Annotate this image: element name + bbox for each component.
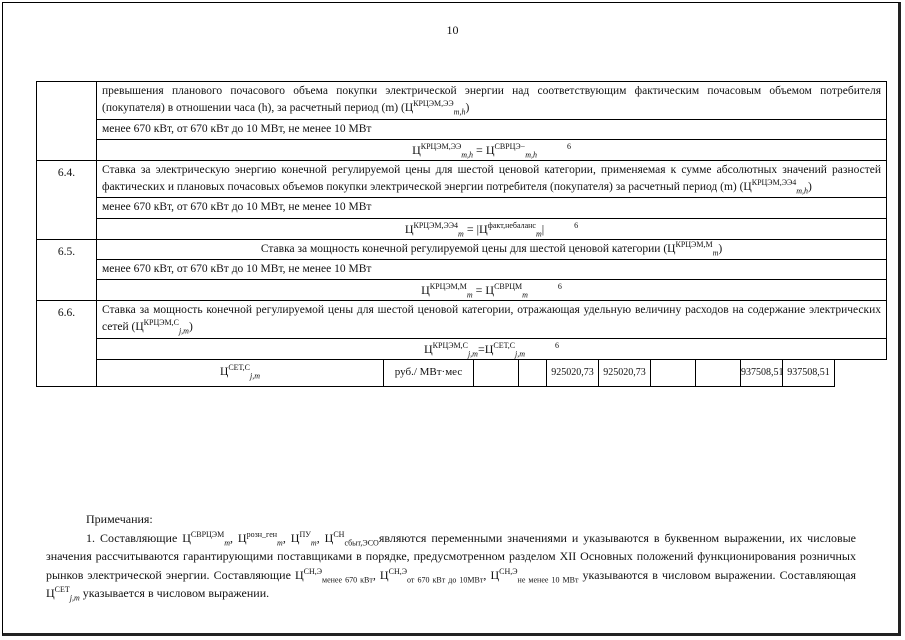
table-row xyxy=(37,259,887,279)
row-number-empty xyxy=(37,82,97,161)
row-number: 6.5. xyxy=(37,239,97,301)
page-number: 10 xyxy=(446,23,459,37)
voltage-label: менее 670 кВт, от 670 кВт до 10 МВт, не менее 10 МВт xyxy=(97,198,887,218)
table-row xyxy=(37,198,887,218)
table-row xyxy=(37,338,887,359)
price-label: $Ц^{СЕТ,С}_{j,m}$ xyxy=(97,359,384,386)
row-description: превышения планового почасового объема покупки электрической энергии над соответствующим фактическим почасовым объемом потребителя (покупателя) в отношении часа (h), за расчетный период (m) $(Ц^{КРЦЭМ,ЭЭ}_{m,h})$ xyxy=(97,82,887,120)
voltage-label: менее 670 кВт, от 670 кВт до 10 МВт, не менее 10 МВт xyxy=(97,119,887,139)
notes-paragraph: 1. Составляющие $Ц^{СВРЦЭМ}_m$, $Ц^{розн\_ген}_m$, $Ц^{ПУ}_m$, $Ц^{СН}_{сбыт,ЭСО}являются$ переменными значениями и указываются в буквенном выражении, их числовые значения рассчитываются гарантирующими поставщиками в порядке, предусмотренном разделом XII Основных положений функционирования розничных рынков электрической энергии. Составляющие $Ц^{СН,Э}_{менее 670 кВт}$, $Ц^{СН,Э}_{от 670 кВт до 10МВт}$, $Ц^{СН,Э}_{не менее 10 МВт}$ указываются в числовом выражении. Составляющая $Ц^{СЕТ}_{j,m}$ указывается в числовом выражении. xyxy=(46,529,857,603)
table-row xyxy=(37,218,887,239)
table-row xyxy=(37,160,887,198)
notes-title: Примечания: xyxy=(86,512,153,526)
formula: $Ц^{КРЦЭМ,ЭЭ}_{m,h} = Ц^{СВРЦЭ-}_{m,h}^6$ xyxy=(97,139,887,160)
row-number: 6.6. xyxy=(37,301,97,387)
row-description: Ставка за мощность конечной регулируемой цены для шестой ценовой категории, отражающая удельную величину расходов на содержание электрических сетей $(Ц^{КРЦЭМ,С}_{j,m})$ xyxy=(97,301,887,339)
formula: $Ц^{КРЦЭМ,М}_m = Ц^{СВРЦМ}_m^6$ xyxy=(97,280,887,301)
table-row xyxy=(37,239,887,259)
notes-section xyxy=(46,510,856,603)
table-row xyxy=(37,280,887,301)
voltage-label: менее 670 кВт, от 670 кВт до 10 МВт, не менее 10 МВт xyxy=(97,259,887,279)
row-description: Ставка за мощность конечной регулируемой цены для шестой ценовой категории $(Ц^{КРЦЭМ,М}_m)$ xyxy=(97,239,887,259)
table-row xyxy=(37,139,887,160)
price-value xyxy=(651,359,696,386)
price-value: 937508,51 xyxy=(741,359,783,386)
price-value: 937508,51 xyxy=(783,359,835,386)
tariff-table xyxy=(36,81,887,387)
price-value xyxy=(696,359,741,386)
formula: $Ц^{КРЦЭМ,С}_{j,m}=Ц^{СЕТ,С}_{j,m}^6$ xyxy=(97,338,887,359)
table-row xyxy=(37,82,887,120)
formula: $Ц^{КРЦЭМ,ЭЭ4}_m = |Ц^{факт,небаланс}_m|$ $^6$ xyxy=(97,218,887,239)
row-description: Ставка за электрическую энергию конечной регулируемой цены для шестой ценовой категории, применяемая к сумме абсолютных значений разностей фактических и плановых почасовых объемов покупки электрической энергии потребителя (покупателя) за расчетный период (m) $(Ц^{КРЦЭМ,ЭЭ4}_{m,h})$ xyxy=(97,160,887,198)
table-row xyxy=(37,301,887,339)
table-row xyxy=(37,359,887,386)
table-row xyxy=(37,119,887,139)
price-unit: руб./ МВт·мес xyxy=(384,359,474,386)
price-value: 925020,73 xyxy=(599,359,651,386)
price-value xyxy=(474,359,519,386)
price-value xyxy=(519,359,547,386)
price-value: 925020,73 xyxy=(547,359,599,386)
row-number: 6.4. xyxy=(37,160,97,239)
